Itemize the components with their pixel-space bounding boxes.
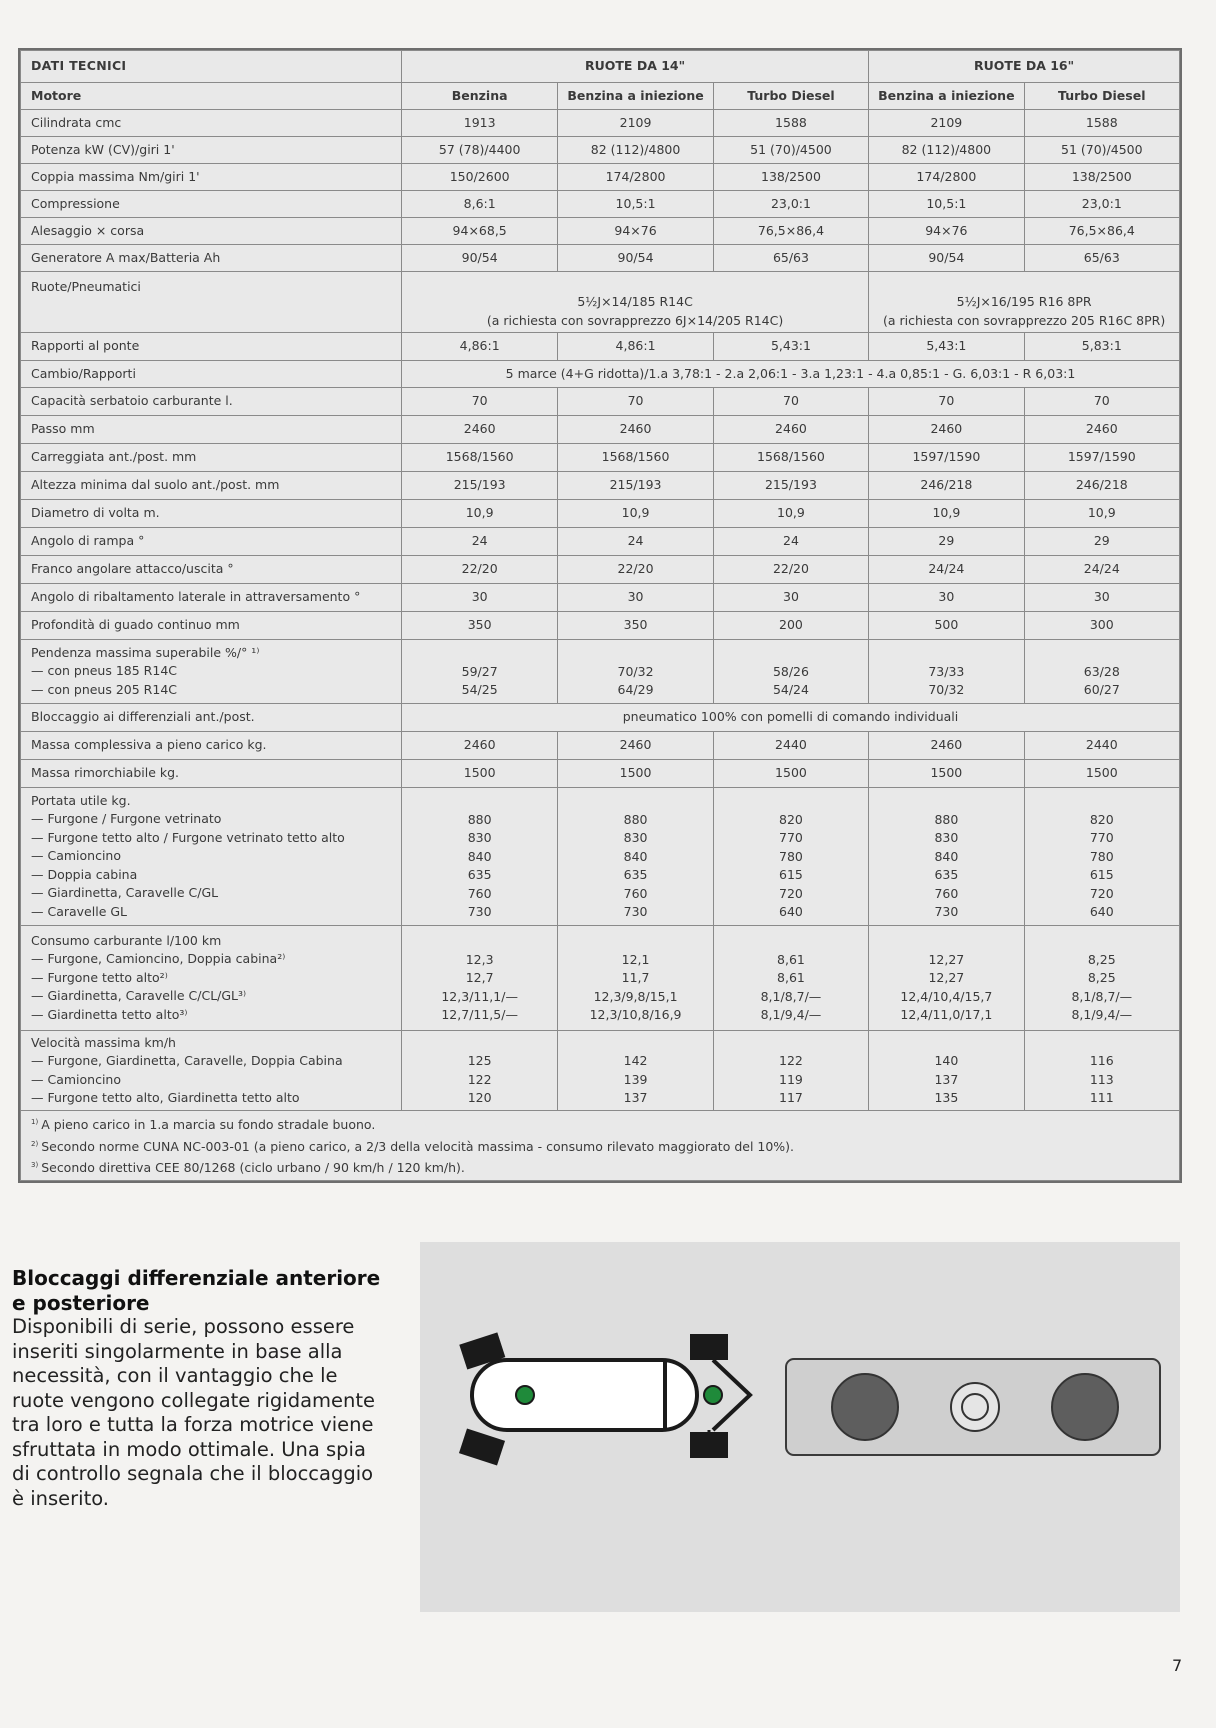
row-value: 2460 — [558, 416, 713, 444]
row-value: 30 — [713, 584, 868, 612]
row-value: 30 — [401, 584, 557, 612]
row-value: 1597/1590 — [1024, 444, 1179, 472]
table-row — [21, 272, 1180, 333]
axle-diagram — [459, 1332, 750, 1465]
row-value: 23,0:1 — [713, 191, 868, 218]
row-value: 30 — [1024, 584, 1179, 612]
footnote-text: Secondo norme CUNA NC-003-01 (a pieno carico, a 2/3 della velocità massima - consumo rilevato maggiorato del 10%). — [41, 1138, 795, 1154]
row-value-spanning: pneumatico 100% con pomelli di comando individuali — [401, 704, 1179, 732]
row-value: 215/193 — [401, 472, 557, 500]
row-label: Ruote/Pneumatici — [21, 272, 402, 333]
row-value: 8,25 8,25 8,1/8,7/— 8,1/9,4/— — [1024, 926, 1179, 1031]
column-header: Benzina a iniezione — [869, 83, 1024, 110]
row-value-spanning: 5 marce (4+G ridotta)/1.a 3,78:1 - 2.a 2,06:1 - 3.a 1,23:1 - 4.a 0,85:1 - G. 6,03:1 - R 6,03:1 — [401, 361, 1179, 388]
table-row — [21, 472, 1180, 500]
technical-data-table — [20, 50, 1180, 1181]
row-value: 5,43:1 — [713, 333, 868, 361]
row-label: Portata utile kg. — Furgone / Furgone vetrinato — Furgone tetto alto / Furgone vetrinato tetto alto — Camioncino — Doppia cabina — Giardinetta, Caravelle C/GL — Caravelle GL — [21, 788, 402, 926]
row-value: 138/2500 — [713, 164, 868, 191]
row-value: 2460 — [869, 732, 1024, 760]
table-row — [21, 640, 1180, 704]
row-label: Carreggiata ant./post. mm — [21, 444, 402, 472]
footnote-text: A pieno carico in 1.a marcia su fondo stradale buono. — [41, 1117, 376, 1133]
row-value: 246/218 — [869, 472, 1024, 500]
table-row — [21, 500, 1180, 528]
row-value: 140 137 135 — [869, 1031, 1024, 1111]
row-label: Bloccaggio ai differenziali ant./post. — [21, 704, 402, 732]
row-value: 2460 — [401, 732, 557, 760]
table-row — [21, 704, 1180, 732]
row-label: Cambio/Rapporti — [21, 361, 402, 388]
row-value: 200 — [713, 612, 868, 640]
row-value: 1500 — [558, 760, 713, 788]
row-value: 76,5×86,4 — [713, 218, 868, 245]
row-label: Pendenza massima superabile %/° ¹⁾ — con pneus 185 R14C — con pneus 205 R14C — [21, 640, 402, 704]
row-value: 12,27 12,27 12,4/10,4/15,7 12,4/11,0/17,1 — [869, 926, 1024, 1031]
motore-header: Motore — [21, 83, 402, 110]
footnote — [31, 1156, 1173, 1178]
row-value: 4,86:1 — [558, 333, 713, 361]
differential-diagram-svg — [420, 1242, 1180, 1612]
row-value: 138/2500 — [1024, 164, 1179, 191]
table-row — [21, 164, 1180, 191]
row-value: 2460 — [869, 416, 1024, 444]
row-value: 29 — [869, 528, 1024, 556]
row-value: 1597/1590 — [869, 444, 1024, 472]
table-row — [21, 416, 1180, 444]
row-value: 23,0:1 — [1024, 191, 1179, 218]
footnote-mark: 2) — [31, 1139, 39, 1148]
row-value: 22/20 — [713, 556, 868, 584]
row-value: 1913 — [401, 110, 557, 137]
row-value: 29 — [1024, 528, 1179, 556]
row-value: 76,5×86,4 — [1024, 218, 1179, 245]
row-value: 10,9 — [558, 500, 713, 528]
row-value: 94×68,5 — [401, 218, 557, 245]
row-value: 125 122 120 — [401, 1031, 557, 1111]
row-value: 94×76 — [869, 218, 1024, 245]
row-value: 10,9 — [869, 500, 1024, 528]
table-row — [21, 191, 1180, 218]
row-value: 5,83:1 — [1024, 333, 1179, 361]
row-value: 12,3 12,7 12,3/11,1/— 12,7/11,5/— — [401, 926, 557, 1031]
row-value: 1568/1560 — [713, 444, 868, 472]
row-value: 174/2800 — [869, 164, 1024, 191]
row-label: Generatore A max/Batteria Ah — [21, 245, 402, 272]
table-row — [21, 333, 1180, 361]
column-header: Turbo Diesel — [713, 83, 868, 110]
row-value: 500 — [869, 612, 1024, 640]
row-label: Altezza minima dal suolo ant./post. mm — [21, 472, 402, 500]
row-value: 5,43:1 — [869, 333, 1024, 361]
table-row — [21, 584, 1180, 612]
row-value: 8,61 8,61 8,1/8,7/— 8,1/9,4/— — [713, 926, 868, 1031]
section-text: Disponibili di serie, possono essere inseriti singolarmente in base alla necessità, con il vantaggio che le ruote vengono collegate rigidamente tra loro e tutta la forza motrice viene sfruttata in modo ottimale. Una spia di controllo segnala che il bloccaggio è inserito. — [12, 1315, 376, 1510]
row-value: 1500 — [1024, 760, 1179, 788]
footnote — [31, 1135, 1173, 1157]
row-value: 820 770 780 615 720 640 — [713, 788, 868, 926]
table-row — [21, 760, 1180, 788]
row-value: 2460 — [713, 416, 868, 444]
switch-panel — [786, 1359, 1160, 1455]
table-row — [21, 528, 1180, 556]
row-value: 63/28 60/27 — [1024, 640, 1179, 704]
row-value: 1500 — [713, 760, 868, 788]
row-label: Cilindrata cmc — [21, 110, 402, 137]
tyres-16-value: 5½J×16/195 R16 8PR (a richiesta con sovrapprezzo 205 R16C 8PR) — [869, 272, 1180, 333]
row-label: Massa complessiva a pieno carico kg. — [21, 732, 402, 760]
row-value: 59/27 54/25 — [401, 640, 557, 704]
table-title: DATI TECNICI — [21, 51, 402, 83]
row-value: 2460 — [1024, 416, 1179, 444]
row-value: 820 770 780 615 720 640 — [1024, 788, 1179, 926]
table-row — [21, 1031, 1180, 1111]
section-title: Bloccaggi differenziale anteriore e posteriore — [12, 1266, 381, 1315]
footnotes — [21, 1111, 1180, 1181]
row-label: Diametro di volta m. — [21, 500, 402, 528]
table-row — [21, 110, 1180, 137]
row-value: 65/63 — [713, 245, 868, 272]
table-row — [21, 926, 1180, 1031]
row-value: 2440 — [1024, 732, 1179, 760]
row-value: 90/54 — [558, 245, 713, 272]
row-label: Profondità di guado continuo mm — [21, 612, 402, 640]
row-value: 24 — [713, 528, 868, 556]
row-value: 73/33 70/32 — [869, 640, 1024, 704]
row-value: 880 830 840 635 760 730 — [869, 788, 1024, 926]
row-value: 24/24 — [869, 556, 1024, 584]
table-row — [21, 245, 1180, 272]
row-value: 94×76 — [558, 218, 713, 245]
row-value: 350 — [558, 612, 713, 640]
technical-data-table-wrapper — [18, 48, 1182, 1183]
column-header: Benzina a iniezione — [558, 83, 713, 110]
row-label: Consumo carburante l/100 km — Furgone, Camioncino, Doppia cabina²⁾ — Furgone tetto alto²⁾ — Giardinetta, Caravelle C/CL/GL³⁾ — Giardinetta tetto alto³⁾ — [21, 926, 402, 1031]
row-label: Massa rimorchiabile kg. — [21, 760, 402, 788]
group-header-16: RUOTE DA 16" — [869, 51, 1180, 83]
row-value: 2460 — [401, 416, 557, 444]
row-value: 174/2800 — [558, 164, 713, 191]
row-label: Franco angolare attacco/uscita ° — [21, 556, 402, 584]
page-number: 7 — [1172, 1656, 1183, 1675]
row-value: 10,9 — [401, 500, 557, 528]
row-value: 1500 — [401, 760, 557, 788]
row-value: 350 — [401, 612, 557, 640]
row-value: 880 830 840 635 760 730 — [558, 788, 713, 926]
row-value: 2460 — [558, 732, 713, 760]
row-value: 57 (78)/4400 — [401, 137, 557, 164]
row-value: 1568/1560 — [558, 444, 713, 472]
row-value: 82 (112)/4800 — [558, 137, 713, 164]
table-row — [21, 444, 1180, 472]
row-value: 8,6:1 — [401, 191, 557, 218]
group-header-14: RUOTE DA 14" — [401, 51, 868, 83]
table-row — [21, 361, 1180, 388]
footnote-mark: 3) — [31, 1161, 39, 1170]
row-value: 12,1 11,7 12,3/9,8/15,1 12,3/10,8/16,9 — [558, 926, 713, 1031]
row-value: 24 — [558, 528, 713, 556]
table-row — [21, 137, 1180, 164]
footnote-mark: 1) — [31, 1118, 39, 1126]
row-value: 30 — [869, 584, 1024, 612]
tyres-14-value: 5½J×14/185 R14C (a richiesta con sovrapprezzo 6J×14/205 R14C) — [401, 272, 868, 333]
footnotes-row — [21, 1111, 1180, 1181]
row-value: 82 (112)/4800 — [869, 137, 1024, 164]
column-header: Benzina — [401, 83, 557, 110]
row-value: 1588 — [713, 110, 868, 137]
row-value: 215/193 — [558, 472, 713, 500]
row-value: 58/26 54/24 — [713, 640, 868, 704]
row-value: 142 139 137 — [558, 1031, 713, 1111]
row-label: Potenza kW (CV)/giri 1' — [21, 137, 402, 164]
row-value: 4,86:1 — [401, 333, 557, 361]
row-value: 116 113 111 — [1024, 1031, 1179, 1111]
row-value: 22/20 — [558, 556, 713, 584]
row-label: Compressione — [21, 191, 402, 218]
row-label: Passo mm — [21, 416, 402, 444]
row-value: 51 (70)/4500 — [713, 137, 868, 164]
row-value: 30 — [558, 584, 713, 612]
differential-lock-illustration — [420, 1242, 1180, 1612]
row-value: 10,5:1 — [869, 191, 1024, 218]
row-value: 122 119 117 — [713, 1031, 868, 1111]
row-label: Angolo di ribaltamento laterale in attraversamento ° — [21, 584, 402, 612]
row-value: 150/2600 — [401, 164, 557, 191]
row-value: 2109 — [558, 110, 713, 137]
row-value: 10,9 — [1024, 500, 1179, 528]
table-row — [21, 388, 1180, 416]
row-value: 70 — [713, 388, 868, 416]
row-value: 70 — [1024, 388, 1179, 416]
footnote-text: Secondo direttiva CEE 80/1268 (ciclo urbano / 90 km/h / 120 km/h). — [41, 1160, 465, 1176]
row-label: Alesaggio × corsa — [21, 218, 402, 245]
row-value: 22/20 — [401, 556, 557, 584]
row-value: 300 — [1024, 612, 1179, 640]
row-value: 24/24 — [1024, 556, 1179, 584]
table-row — [21, 732, 1180, 760]
row-value: 70/32 64/29 — [558, 640, 713, 704]
row-value: 1588 — [1024, 110, 1179, 137]
row-value: 70 — [401, 388, 557, 416]
table-row — [21, 612, 1180, 640]
row-value: 51 (70)/4500 — [1024, 137, 1179, 164]
row-value: 246/218 — [1024, 472, 1179, 500]
row-label: Angolo di rampa ° — [21, 528, 402, 556]
row-value: 880 830 840 635 760 730 — [401, 788, 557, 926]
row-value: 215/193 — [713, 472, 868, 500]
row-value: 10,5:1 — [558, 191, 713, 218]
row-label: Coppia massima Nm/giri 1' — [21, 164, 402, 191]
row-value: 1568/1560 — [401, 444, 557, 472]
row-label: Rapporti al ponte — [21, 333, 402, 361]
row-label: Capacità serbatoio carburante l. — [21, 388, 402, 416]
column-header: Turbo Diesel — [1024, 83, 1179, 110]
row-value: 2440 — [713, 732, 868, 760]
row-value: 2109 — [869, 110, 1024, 137]
row-value: 90/54 — [401, 245, 557, 272]
row-value: 10,9 — [713, 500, 868, 528]
row-value: 24 — [401, 528, 557, 556]
table-row — [21, 218, 1180, 245]
footnote — [31, 1113, 1173, 1135]
row-value: 70 — [558, 388, 713, 416]
table-row — [21, 556, 1180, 584]
row-value: 65/63 — [1024, 245, 1179, 272]
table-row — [21, 788, 1180, 926]
row-value: 90/54 — [869, 245, 1024, 272]
row-label: Velocità massima km/h — Furgone, Giardinetta, Caravelle, Doppia Cabina — Camioncino — Furgone tetto alto, Giardinetta tetto alto — [21, 1031, 402, 1111]
row-value: 1500 — [869, 760, 1024, 788]
row-value: 70 — [869, 388, 1024, 416]
